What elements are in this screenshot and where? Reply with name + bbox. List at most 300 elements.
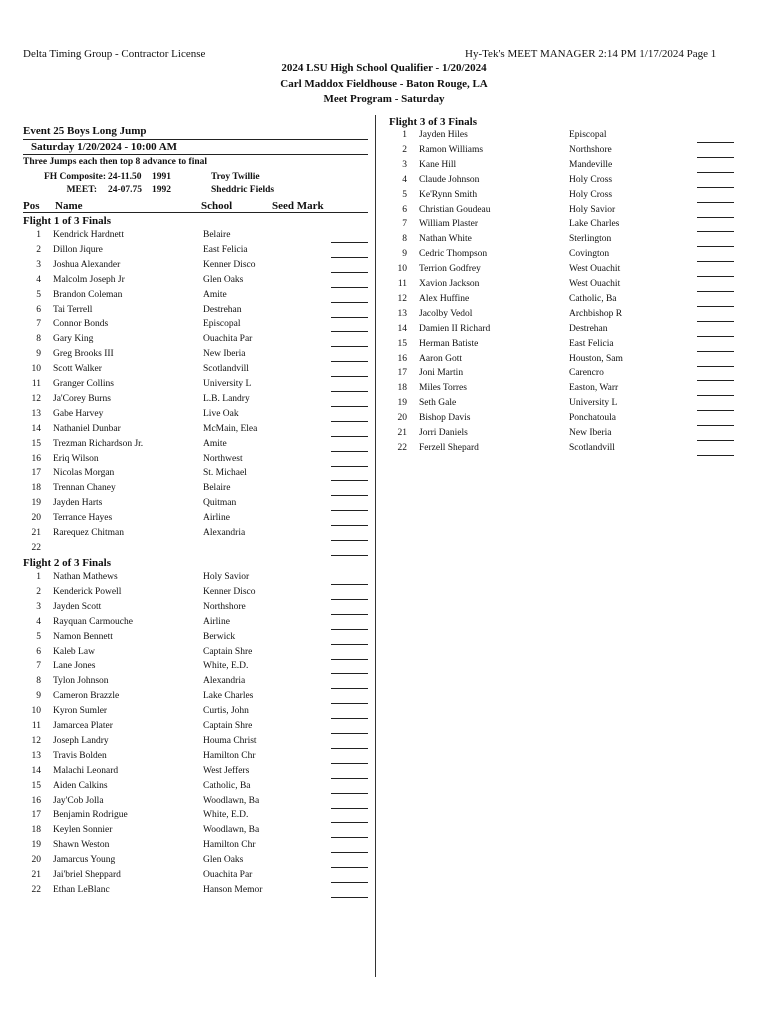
entry-school: West Ouachit [569, 264, 621, 275]
entry-row [0, 398, 768, 413]
entry-row [0, 368, 768, 383]
entry-pos: 10 [31, 364, 41, 375]
entry-name: Brandon Coleman [53, 289, 123, 300]
entry-name: Shawn Weston [53, 840, 110, 851]
entry-row [0, 428, 768, 443]
seed-mark-blank [331, 703, 368, 704]
entry-pos: 6 [36, 304, 41, 315]
entry-pos: 7 [36, 661, 41, 672]
entry-school: Belaire [203, 483, 231, 494]
entry-school: Alexandria [203, 676, 246, 687]
entry-row [0, 572, 768, 587]
entry-pos: 14 [31, 765, 41, 776]
entry-row [0, 175, 768, 190]
entry-row [0, 219, 768, 234]
column-header-seed-mark: Seed Mark [272, 200, 324, 212]
entry-name: Tai Terrell [53, 304, 93, 315]
entry-school: Glen Oaks [203, 274, 244, 285]
entry-school: Captain Shre [203, 646, 253, 657]
seed-mark-blank [331, 837, 368, 838]
entry-school: Carencro [569, 368, 604, 379]
entry-name: Nathan White [419, 234, 472, 245]
entry-school: Northshore [203, 601, 246, 612]
entry-name: Joshua Alexander [53, 259, 121, 270]
seed-mark-blank [331, 763, 368, 764]
entry-row [0, 796, 768, 811]
seed-mark-blank [697, 366, 734, 367]
entry-name: Jayden Hiles [419, 130, 468, 140]
entry-name: Travis Bolden [53, 750, 107, 761]
seed-mark-blank [331, 495, 368, 496]
entry-school: West Jeffers [203, 765, 250, 776]
entry-school: St. Michael [203, 468, 247, 479]
entry-name: Dillon Jiqure [53, 244, 103, 255]
entry-name: Rayquan Carmouche [53, 616, 133, 627]
entry-school: L.B. Landry [203, 393, 250, 404]
entry-name: Tylon Johnson [53, 676, 109, 687]
seed-mark-blank [331, 629, 368, 630]
entry-name: Kane Hill [419, 159, 457, 170]
entry-school: Ouachita Par [203, 870, 253, 880]
seed-mark-blank [697, 351, 734, 352]
entry-school: Sterlington [569, 234, 612, 245]
entry-name: Eriq Wilson [53, 453, 99, 464]
entry-pos: 6 [36, 646, 41, 657]
entry-school: Mandeville [569, 159, 613, 170]
entry-name: Ke'Rynn Smith [419, 189, 478, 200]
entry-pos: 12 [397, 293, 407, 304]
entry-school: Woodlawn, Ba [203, 795, 260, 806]
entry-pos: 13 [31, 750, 41, 761]
entry-row [0, 309, 768, 324]
entry-school: Woodlawn, Ba [203, 825, 260, 836]
entry-pos: 20 [31, 513, 41, 524]
entry-pos: 7 [402, 219, 407, 230]
entry-row [0, 781, 768, 796]
entry-pos: 1 [36, 230, 41, 240]
event-date-time: Saturday 1/20/2024 - 10:00 AM [31, 141, 178, 153]
entry-school: Covington [569, 249, 610, 260]
seed-mark-blank [331, 584, 368, 585]
entry-pos: 21 [31, 870, 41, 880]
entry-name: Rarequez Chitman [53, 528, 124, 538]
entry-school: Northshore [569, 144, 612, 155]
entry-name: Claude Johnson [419, 174, 480, 185]
entry-name: Seth Gale [419, 398, 457, 409]
entry-pos: 19 [397, 398, 407, 409]
license-text: Delta Timing Group - Contractor License [23, 48, 206, 60]
seed-mark-blank [697, 410, 734, 411]
entry-row [0, 721, 768, 736]
entry-name: Cedric Thompson [419, 249, 488, 260]
entry-school: Amite [203, 289, 227, 300]
entry-pos: 8 [36, 676, 41, 687]
entry-name: Namon Bennett [53, 631, 113, 642]
entry-pos: 15 [31, 780, 41, 791]
entry-school: University L [569, 398, 618, 409]
record-label: MEET: [66, 185, 97, 195]
venue: Carl Maddox Fieldhouse - Baton Rouge, LA [280, 78, 488, 90]
seed-mark-blank [697, 425, 734, 426]
entry-school: Lake Charles [203, 691, 254, 702]
entry-pos: 8 [402, 234, 407, 245]
seed-mark-blank [697, 336, 734, 337]
entry-name: Kendrick Hardnett [53, 230, 124, 240]
entry-row [0, 339, 768, 354]
entry-row [0, 498, 768, 513]
entry-row [0, 160, 768, 175]
entry-name: Kaleb Law [53, 646, 95, 657]
entry-pos: 22 [31, 542, 41, 553]
entry-school: Houma Christ [203, 735, 257, 746]
seed-mark-blank [331, 778, 368, 779]
entry-pos: 16 [397, 353, 407, 364]
entry-name: Keylen Sonnier [53, 825, 113, 836]
record-label: FH Composite: [43, 172, 106, 182]
seed-mark-blank [331, 897, 368, 898]
record-holder: Troy Twillie [211, 172, 260, 182]
entry-school: East Felicia [569, 338, 614, 349]
entry-pos: 14 [31, 423, 41, 434]
seed-mark-blank [697, 172, 734, 173]
entry-school: Episcopal [203, 319, 241, 330]
entry-name: Granger Collins [53, 379, 114, 389]
entry-name: Jamarcus Young [53, 855, 116, 866]
entry-pos: 3 [36, 259, 41, 270]
entry-pos: 13 [31, 408, 41, 419]
entry-pos: 2 [36, 244, 41, 255]
entry-school: Destrehan [203, 304, 242, 315]
entry-pos: 17 [397, 368, 407, 379]
seed-mark-blank [331, 644, 368, 645]
event-note: Three Jumps each then top 8 advance to final [23, 157, 208, 167]
entry-school: Live Oak [203, 408, 239, 419]
entry-school: New Iberia [569, 428, 612, 438]
seed-mark-blank [697, 395, 734, 396]
entry-name: Ferzell Shepard [419, 442, 479, 453]
entry-pos: 18 [31, 825, 41, 836]
entry-row [0, 647, 768, 662]
entry-pos: 21 [397, 428, 407, 438]
entry-pos: 2 [402, 144, 407, 155]
entry-name: Aaron Gott [419, 353, 463, 364]
entry-name: Trennan Chaney [53, 483, 116, 494]
entry-school: Houston, Sam [569, 353, 623, 364]
entry-pos: 16 [31, 795, 41, 806]
seed-mark-blank [331, 510, 368, 511]
entry-pos: 16 [31, 453, 41, 464]
seed-mark-blank [331, 480, 368, 481]
entry-name: Greg Brooks III [53, 349, 114, 360]
entry-pos: 22 [397, 442, 407, 453]
entry-name: Damien II Richard [419, 323, 491, 334]
seed-mark-blank [331, 688, 368, 689]
entry-row [0, 617, 768, 632]
entry-name: Jayden Scott [53, 601, 102, 612]
entry-name: Christian Goudeau [419, 204, 491, 215]
entry-name: Terrion Godfrey [419, 264, 481, 275]
entry-pos: 13 [397, 308, 407, 319]
entry-school: Curtis, John [203, 706, 249, 717]
entry-row [0, 602, 768, 617]
entry-pos: 11 [31, 379, 41, 389]
entry-pos: 9 [36, 691, 41, 702]
entry-school: Easton, Warr [569, 383, 619, 394]
entry-name: Terrance Hayes [53, 513, 113, 524]
seed-mark-blank [697, 246, 734, 247]
seed-mark-blank [331, 718, 368, 719]
seed-mark-blank [331, 540, 368, 541]
column-header-school: School [201, 200, 233, 212]
flight-1-header: Flight 1 of 3 Finals [23, 215, 112, 227]
entry-name: Jamarcea Plater [53, 721, 113, 731]
entry-pos: 3 [36, 601, 41, 612]
seed-mark-blank [331, 748, 368, 749]
entry-row [0, 825, 768, 840]
entry-name: Gabe Harvey [53, 408, 104, 419]
entry-row [0, 294, 768, 309]
record-year: 1992 [152, 185, 171, 195]
entry-pos: 12 [31, 735, 41, 746]
entry-row [0, 130, 768, 145]
entry-name: Herman Batiste [419, 338, 479, 349]
seed-mark-blank [331, 822, 368, 823]
meet-manager-text: Hy-Tek's MEET MANAGER 2:14 PM 1/17/2024 Page 1 [465, 48, 717, 60]
entry-row [0, 885, 768, 900]
entry-school: Holy Savior [569, 204, 616, 215]
entry-row [0, 383, 768, 398]
flight-3-header: Flight 3 of 3 Finals [389, 116, 478, 128]
entry-pos: 5 [36, 631, 41, 642]
entry-pos: 1 [36, 572, 41, 582]
seed-mark-blank [697, 231, 734, 232]
entry-school: Holy Savior [203, 572, 250, 582]
entry-name: Kenderick Powell [53, 586, 122, 597]
entry-name: Scott Walker [53, 364, 102, 375]
meet-name: 2024 LSU High School Qualifier - 1/20/2024 [281, 62, 487, 74]
entry-pos: 2 [36, 586, 41, 597]
entry-school: University L [203, 379, 252, 389]
entry-pos: 18 [31, 483, 41, 494]
entry-school: New Iberia [203, 349, 246, 360]
entry-row [0, 513, 768, 528]
seed-mark-blank [697, 306, 734, 307]
entry-school: Airline [203, 616, 230, 627]
entry-school: Quitman [203, 498, 237, 509]
entry-row [0, 870, 768, 885]
entry-school: Hanson Memor [203, 884, 263, 895]
entry-pos: 3 [402, 159, 407, 170]
seed-mark-blank [331, 466, 368, 467]
seed-mark-blank [697, 217, 734, 218]
entry-row [0, 354, 768, 369]
entry-row [0, 264, 768, 279]
entry-school: Holy Cross [569, 174, 613, 185]
entry-name: Kyron Sumler [53, 706, 108, 717]
entry-name: Trezman Richardson Jr. [53, 438, 144, 449]
entry-school: Destrehan [569, 323, 608, 334]
entry-row [0, 632, 768, 647]
entry-row [0, 249, 768, 264]
entry-name: Jayden Harts [53, 498, 103, 509]
entry-pos: 10 [31, 706, 41, 717]
seed-mark-blank [697, 380, 734, 381]
entry-school: West Ouachit [569, 279, 621, 289]
entry-school: Hamilton Chr [203, 750, 256, 761]
seed-mark-blank [331, 614, 368, 615]
entry-name: Nathaniel Dunbar [53, 423, 121, 434]
entry-name: Nicolas Morgan [53, 468, 115, 479]
entry-row [0, 751, 768, 766]
seed-mark-blank [697, 261, 734, 262]
entry-row [0, 234, 768, 249]
entry-name: Jacolby Vedol [419, 308, 473, 319]
entry-row [0, 661, 768, 676]
entry-pos: 11 [31, 721, 41, 731]
entry-name: Miles Torres [419, 383, 467, 394]
entry-school: Belaire [203, 230, 231, 240]
entry-name: Malachi Leonard [53, 765, 119, 776]
entry-pos: 4 [36, 274, 41, 285]
seed-mark-blank [331, 867, 368, 868]
entry-pos: 8 [36, 334, 41, 345]
entry-row [0, 706, 768, 721]
entry-school: Amite [203, 438, 227, 449]
entry-school: McMain, Elea [203, 423, 258, 434]
entry-pos: 7 [36, 319, 41, 330]
record-holder: Sheddric Fields [211, 185, 275, 195]
seed-mark-blank [697, 440, 734, 441]
entry-name: Joni Martin [419, 368, 464, 379]
seed-mark-blank [697, 202, 734, 203]
entry-name: William Plaster [419, 219, 478, 230]
seed-mark-blank [331, 555, 368, 556]
entry-name: Xavion Jackson [419, 279, 480, 289]
entry-name: Lane Jones [53, 661, 96, 672]
entry-pos: 10 [397, 264, 407, 275]
entry-name: Connor Bonds [53, 319, 109, 330]
entry-row [0, 468, 768, 483]
entry-pos: 14 [397, 323, 407, 334]
entry-school: Archbishop R [569, 308, 623, 319]
entry-row [0, 190, 768, 205]
column-header-pos: Pos [23, 200, 40, 212]
entry-pos: 17 [31, 468, 41, 479]
entry-pos: 9 [36, 349, 41, 360]
program-title: Meet Program - Saturday [323, 93, 445, 105]
flight-2-header: Flight 2 of 3 Finals [23, 557, 112, 569]
seed-mark-blank [697, 321, 734, 322]
seed-mark-blank [331, 852, 368, 853]
entry-school: Scotlandvill [569, 442, 615, 453]
entry-name: Ethan LeBlanc [53, 884, 110, 895]
seed-mark-blank [331, 659, 368, 660]
entry-pos: 4 [36, 616, 41, 627]
record-mark: 24-11.50 [108, 172, 142, 182]
entry-pos: 9 [402, 249, 407, 260]
entry-name: Joseph Landry [53, 735, 109, 746]
entry-name: Alex Huffine [419, 293, 470, 304]
entry-school: Catholic, Ba [569, 293, 617, 304]
entry-name: Jai'briel Sheppard [53, 870, 121, 880]
entry-name: Gary King [53, 334, 94, 345]
seed-mark-blank [697, 142, 734, 143]
entry-name: Jay'Cob Jolla [53, 795, 104, 806]
entry-pos: 11 [397, 279, 407, 289]
entry-pos: 5 [36, 289, 41, 300]
seed-mark-blank [331, 733, 368, 734]
entry-row [0, 528, 768, 543]
entry-school: White, E.D. [203, 661, 249, 672]
entry-row [0, 736, 768, 751]
entry-row [0, 855, 768, 870]
entry-row [0, 676, 768, 691]
entry-school: Captain Shre [203, 721, 253, 731]
entry-school: East Felicia [203, 244, 248, 255]
entry-pos: 5 [402, 189, 407, 200]
entry-school: Ouachita Par [203, 334, 253, 345]
entry-school: Berwick [203, 631, 236, 642]
entry-pos: 15 [31, 438, 41, 449]
entry-school: Episcopal [569, 130, 607, 140]
event-title: Event 25 Boys Long Jump [23, 125, 147, 137]
entry-school: Kenner Disco [203, 259, 256, 270]
entry-row [0, 413, 768, 428]
entry-school: Airline [203, 513, 230, 524]
seed-mark-blank [697, 455, 734, 456]
entry-pos: 20 [31, 855, 41, 866]
entry-row [0, 840, 768, 855]
seed-mark-blank [331, 525, 368, 526]
entry-row [0, 810, 768, 825]
entry-pos: 19 [31, 840, 41, 851]
seed-mark-blank [331, 673, 368, 674]
entry-pos: 18 [397, 383, 407, 394]
entry-pos: 19 [31, 498, 41, 509]
record-mark: 24-07.75 [108, 185, 143, 195]
entry-pos: 21 [31, 528, 41, 538]
entry-school: Alexandria [203, 528, 246, 538]
entry-school: Scotlandvill [203, 364, 249, 375]
entry-row [0, 279, 768, 294]
entry-row [0, 324, 768, 339]
entry-pos: 4 [402, 174, 407, 185]
seed-mark-blank [331, 808, 368, 809]
entry-row [0, 443, 768, 458]
entry-row [0, 766, 768, 781]
entry-row [0, 691, 768, 706]
entry-name: Nathan Mathews [53, 572, 118, 582]
entry-pos: 20 [397, 413, 407, 424]
seed-mark-blank [697, 276, 734, 277]
seed-mark-blank [697, 187, 734, 188]
entry-school: Kenner Disco [203, 586, 256, 597]
entry-pos: 15 [397, 338, 407, 349]
entry-name: Jorri Daniels [419, 428, 468, 438]
entry-pos: 17 [31, 810, 41, 821]
entry-name: Aiden Calkins [53, 780, 108, 791]
entry-school: Northwest [203, 453, 243, 464]
entry-school: Lake Charles [569, 219, 620, 230]
entry-school: Glen Oaks [203, 855, 244, 866]
seed-mark-blank [331, 793, 368, 794]
entry-pos: 1 [402, 130, 407, 140]
entry-name: Ramon Williams [419, 144, 484, 155]
entry-pos: 12 [31, 393, 41, 404]
seed-mark-blank [331, 882, 368, 883]
entry-pos: 22 [31, 884, 41, 895]
column-header-name: Name [55, 200, 83, 212]
